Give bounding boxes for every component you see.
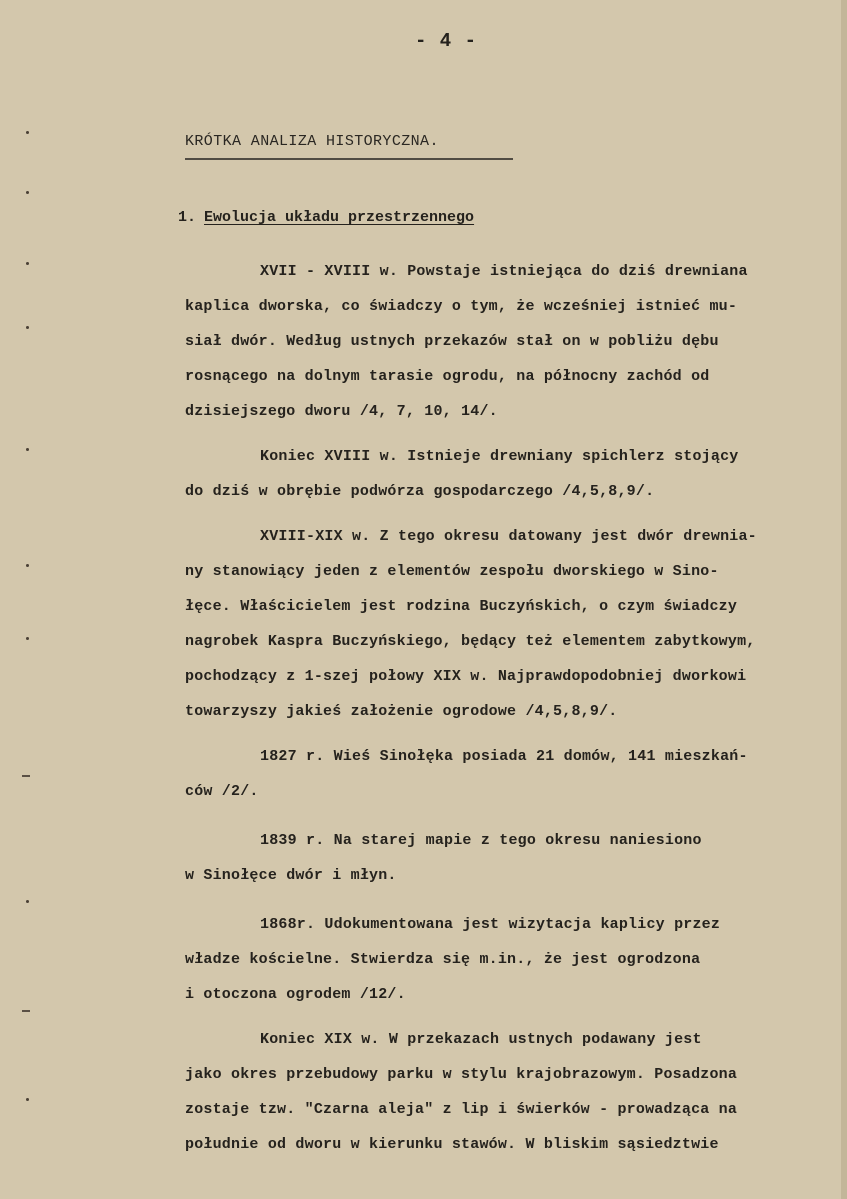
text-line: towarzyszy jakieś założenie ogrodowe /4,5,8,9/. bbox=[185, 703, 618, 720]
text-line: Koniec XVIII w. Istnieje drewniany spichlerz stojący bbox=[260, 448, 739, 465]
paragraph-1827 bbox=[185, 739, 835, 809]
text-line: kaplica dworska, co świadczy o tym, że wcześniej istnieć mu- bbox=[185, 298, 738, 315]
text-line: 1827 r. Wieś Sinołęka posiada 21 domów, 141 mieszkań- bbox=[260, 748, 748, 765]
text-line: nagrobek Kaspra Buczyńskiego, będący też elementem zabytkowym, bbox=[185, 633, 756, 650]
title-underline bbox=[185, 158, 513, 160]
text-line: zostaje tzw. "Czarna aleja" z lip i świerków - prowadząca na bbox=[185, 1101, 738, 1118]
text-line: w Sinołęce dwór i młyn. bbox=[185, 867, 397, 884]
text-line: dzisiejszego dworu /4, 7, 10, 14/. bbox=[185, 403, 498, 420]
punch-mark bbox=[26, 326, 29, 329]
paragraph-1839 bbox=[185, 823, 835, 893]
text-line: ców /2/. bbox=[185, 783, 259, 800]
subsection-heading bbox=[178, 209, 474, 226]
paragraph-koniec-xviii bbox=[185, 439, 835, 509]
paragraph-xviii-xix bbox=[185, 519, 835, 729]
text-line: łęce. Właścicielem jest rodzina Buczyńskich, o czym świadczy bbox=[185, 598, 738, 615]
punch-mark bbox=[26, 564, 29, 567]
text-line: 1868r. Udokumentowana jest wizytacja kaplicy przez bbox=[260, 916, 721, 933]
text-line: jako okres przebudowy parku w stylu krajobrazowym. Posadzona bbox=[185, 1066, 738, 1083]
subsection-title: Ewolucja układu przestrzennego bbox=[204, 209, 475, 226]
paragraph-koniec-xix bbox=[185, 1022, 835, 1162]
subsection-number: 1. bbox=[178, 209, 197, 226]
punch-mark bbox=[26, 131, 29, 134]
punch-mark bbox=[26, 1098, 29, 1101]
punch-mark bbox=[26, 262, 29, 265]
punch-mark bbox=[22, 1010, 30, 1012]
text-line: rosnącego na dolnym tarasie ogrodu, na północny zachód od bbox=[185, 368, 710, 385]
text-line: XVII - XVIII w. Powstaje istniejąca do dziś drewniana bbox=[260, 263, 748, 280]
section-title: KRÓTKA ANALIZA HISTORYCZNA. bbox=[185, 133, 439, 150]
paper-edge bbox=[841, 0, 847, 1199]
text-line: 1839 r. Na starej mapie z tego okresu naniesiono bbox=[260, 832, 702, 849]
text-line: do dziś w obrębie podwórza gospodarczego /4,5,8,9/. bbox=[185, 483, 655, 500]
text-line: i otoczona ogrodem /12/. bbox=[185, 986, 406, 1003]
text-line: południe od dworu w kierunku stawów. W bliskim sąsiedztwie bbox=[185, 1136, 719, 1153]
text-line: władze kościelne. Stwierdza się m.in., że jest ogrodzona bbox=[185, 951, 701, 968]
document-body bbox=[185, 254, 835, 1162]
punch-mark bbox=[22, 775, 30, 777]
text-line: siał dwór. Według ustnych przekazów stał on w pobliżu dębu bbox=[185, 333, 719, 350]
text-line: Koniec XIX w. W przekazach ustnych podawany jest bbox=[260, 1031, 702, 1048]
paragraph-xvii-xviii bbox=[185, 254, 835, 429]
punch-mark bbox=[26, 900, 29, 903]
page-number: - 4 - bbox=[415, 30, 478, 52]
punch-mark bbox=[26, 191, 29, 194]
punch-mark bbox=[26, 448, 29, 451]
punch-mark bbox=[26, 637, 29, 640]
paragraph-1868 bbox=[185, 907, 835, 1012]
text-line: ny stanowiący jeden z elementów zespołu dworskiego w Sino- bbox=[185, 563, 719, 580]
text-line: XVIII-XIX w. Z tego okresu datowany jest dwór drewnia- bbox=[260, 528, 757, 545]
text-line: pochodzący z 1-szej połowy XIX w. Najprawdopodobniej dworkowi bbox=[185, 668, 747, 685]
